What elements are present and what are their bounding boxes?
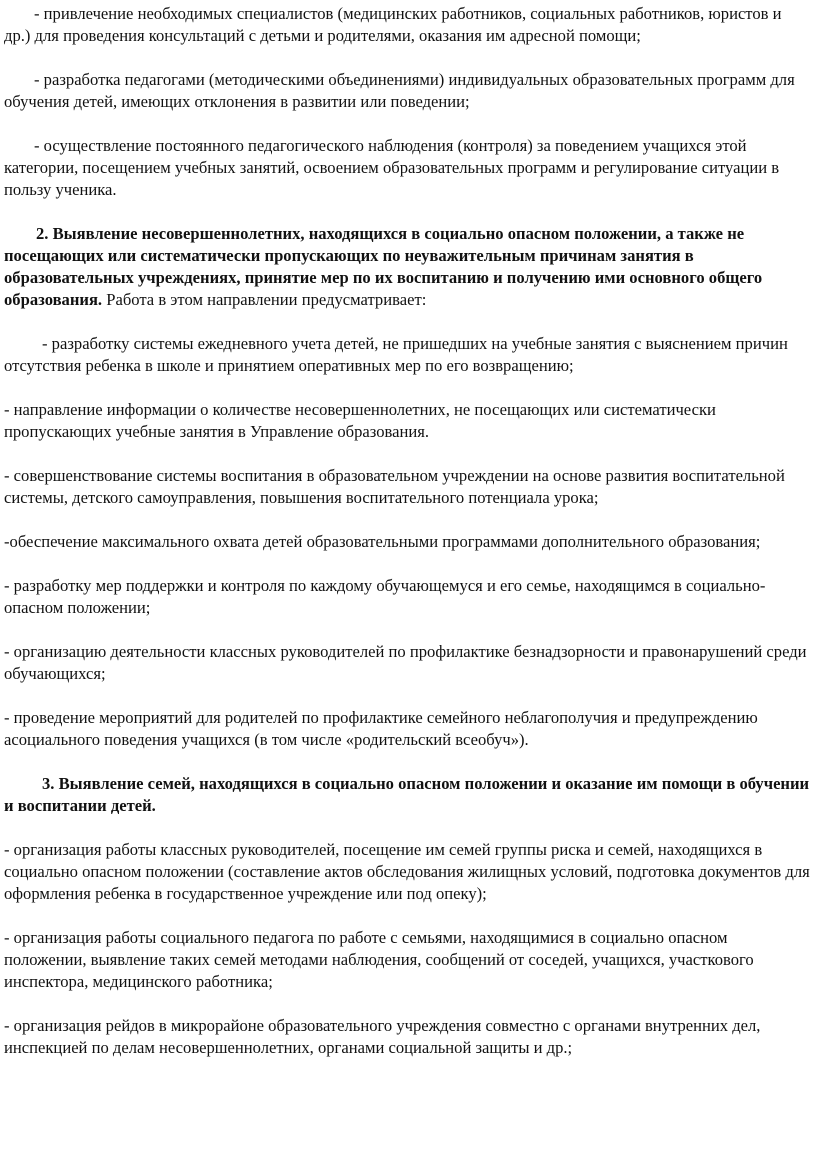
paragraph-individual-programs [4, 69, 810, 113]
paragraph-text: - разработку системы ежедневного учета детей, не пришедших на учебные занятия с выяснением причин отсутствия ребенка в школе и принятием оперативных мер по его возвращению; [4, 334, 788, 375]
paragraph-education-system [4, 465, 810, 509]
section-heading-2 [4, 223, 810, 311]
paragraph-text: - направление информации о количестве несовершеннолетних, не посещающих или систематически пропускающих учебные занятия в Управление образования. [4, 400, 716, 441]
paragraph-specialists [4, 3, 810, 47]
paragraph-additional-education [4, 531, 810, 553]
paragraph-text: - осуществление постоянного педагогического наблюдения (контроля) за поведением учащихся этой категории, посещением учебных занятий, освоением образовательных программ и регулирование ситуации в пользу ученика. [4, 136, 780, 199]
paragraph-text: - разработка педагогами (методическими объединениями) индивидуальных образовательных программ для обучения детей, имеющих отклонения в развитии или поведении; [4, 70, 795, 111]
paragraph-information-direction [4, 399, 810, 443]
paragraph-text: - совершенствование системы воспитания в образовательном учреждении на основе развития воспитательной системы, детского самоуправления, повышения воспитательного потенциала урока; [4, 466, 785, 507]
paragraph-support-measures [4, 575, 810, 619]
paragraph-text: - организация работы социального педагога по работе с семьями, находящимися в социально опасном положении, выявление таких семей методами наблюдения, сообщений от соседей, учащихся, участкового инспектора, медицинского работника; [4, 928, 754, 991]
paragraph-text: - разработку мер поддержки и контроля по каждому обучающемуся и его семье, находящимся в социально- опасном положении; [4, 576, 766, 617]
paragraph-text: - организацию деятельности классных руководителей по профилактике безнадзорности и правонарушений среди обучающихся; [4, 642, 807, 683]
paragraph-raids [4, 1015, 810, 1059]
section-heading-2-text: Работа в этом направлении предусматривает: [102, 290, 427, 309]
paragraph-text: -обеспечение максимального охвата детей образовательными программами дополнительного образования; [4, 532, 761, 551]
section-heading-3 [4, 773, 810, 817]
section-heading-3-bold: 3. Выявление семей, находящихся в социально опасном положении и оказание им помощи в обучении и воспитании детей. [4, 774, 810, 815]
section-heading-2-bold: 2. Выявление несовершеннолетних, находящихся в социально опасном положении, а также не посещающих или систематически пропускающих по неуважительным причинам занятия в образовательных учреждениях, принятие мер по их воспитанию и получению ими основного общего образования. [4, 224, 763, 309]
paragraph-text: - организация работы классных руководителей, посещение им семей группы риска и семей, находящихся в социально опасном положении (составление актов обследования жилищных условий, подготовка документов для оформления ребенка в государственное учреждение или под опеку); [4, 840, 810, 903]
paragraph-parents-events [4, 707, 810, 751]
paragraph-text: - организация рейдов в микрорайоне образовательного учреждения совместно с органами внутренних дел, инспекцией по делам несовершеннолетних, органами социальной защиты и др.; [4, 1016, 761, 1057]
paragraph-text: - привлечение необходимых специалистов (медицинских работников, социальных работников, юристов и др.) для проведения консультаций с детьми и родителями, оказания им адресной помощи; [4, 4, 782, 45]
paragraph-family-visits [4, 839, 810, 905]
paragraph-text: - проведение мероприятий для родителей по профилактике семейного неблагополучия и предупреждению асоциального поведения учащихся (в том числе «родительский всеобуч»). [4, 708, 758, 749]
paragraph-social-teacher [4, 927, 810, 993]
paragraph-class-teachers [4, 641, 810, 685]
paragraph-observation [4, 135, 810, 201]
paragraph-daily-accounting [4, 333, 810, 377]
